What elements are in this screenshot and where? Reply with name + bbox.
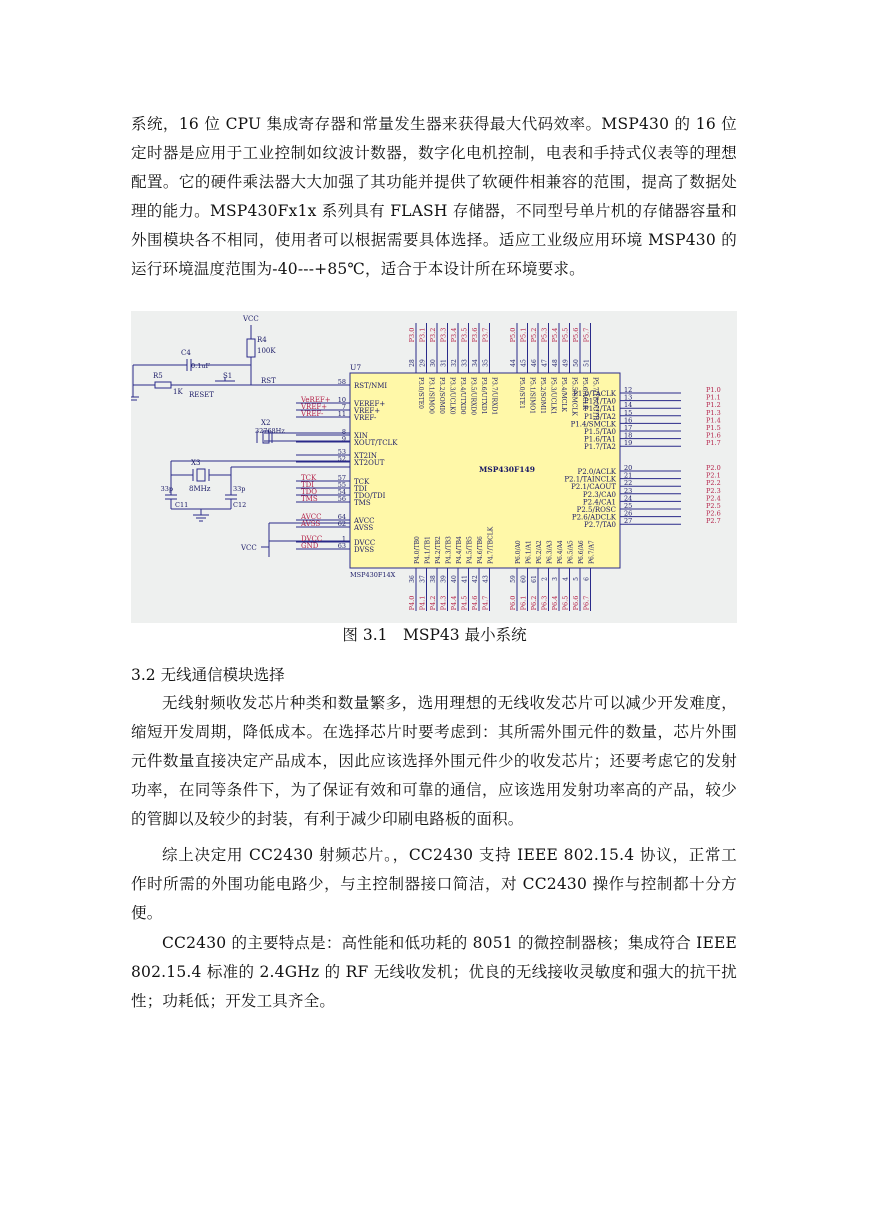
bottom-net-label: P4.6 <box>471 595 479 611</box>
schematic-figure <box>131 311 737 623</box>
bottom-pin-number: 39 <box>440 575 448 583</box>
figure-caption: 图 3.1 MSP43 最小系统 <box>342 626 527 644</box>
left-pin-label: AVCC <box>354 517 375 525</box>
intro-paragraph: 系统，16 位 CPU 集成寄存器和常量发生器来获得最大代码效率。MSP430 的 16 位定时器是应用于工业控制如纹波计数器，数字化电机控制，电表和手持式仪表等的理想配置。它的硬件乘法器大大加强了其功能并提供了软硬件相兼容的范围，提高了数据处理的能力。MSP430Fx1x 系列具有 FLASH 存储器，不同型号单片机的存储器容量和外围模块各不相同，使用者可以根据需要具体选择。适应工业级应用环境 MSP430 的运行环境温度范围为-40---+85℃，适合于本设计所在环境要求。 <box>131 115 737 278</box>
top-net-label: P3.0 <box>408 327 416 343</box>
bottom-net-label: P4.1 <box>418 595 427 611</box>
right-pin-label: P2.3/CA0 <box>582 490 616 499</box>
right-pin-number: 20 <box>624 464 633 472</box>
top-net-label: P5.3 <box>540 327 549 343</box>
left-pin-label: DVSS <box>354 546 375 554</box>
top-net-label: P3.1 <box>418 327 427 343</box>
left-net-label: VREF- <box>301 410 324 418</box>
bottom-pin-number: 59 <box>510 575 517 583</box>
top-pin-number: 29 <box>419 359 427 367</box>
paragraph-rf-selection: 无线射频收发芯片种类和数量繁多，选用理想的无线收发芯片可以减少开发难度，缩短开发周期，降低成本。在选择芯片时要考虑到：其所需外围元件的数量，芯片外围元件数量直接决定产品成本，因此应该选择外围元件少的收发芯片；还要考虑它的发射功率，在同等条件下，为了保证有效和可靠的通信，应该选用发射功率高的产品，较少的管脚以及较少的封装，有利于减少印刷电路板的面积。 <box>131 694 737 828</box>
bottom-net-label: P6.1 <box>519 595 528 611</box>
bottom-pin-label: P4.6/TB6 <box>477 536 484 564</box>
right-pin-label: P1.1/TA0 <box>584 397 616 406</box>
right-pin-number: 26 <box>624 509 633 518</box>
bottom-net-label: P4.7 <box>481 595 490 611</box>
top-pin-number: 35 <box>482 359 490 367</box>
left-pin-number: 10 <box>337 396 346 404</box>
right-pin-label: P1.0/TACLK <box>573 390 616 398</box>
bottom-pin-label: P4.2/TB2 <box>435 536 442 564</box>
bottom-pin-label: P6.0/A0 <box>515 540 522 564</box>
bottom-net-label: P6.3 <box>540 595 549 611</box>
left-pin-number: 54 <box>337 488 346 496</box>
c12-value: 33p <box>233 485 246 493</box>
bottom-net-label: P6.0 <box>509 595 517 611</box>
bottom-net-label: P4.3 <box>439 595 448 611</box>
top-pin-label: P3.0/STE0 <box>417 377 424 409</box>
left-net-label: AVCC <box>301 513 322 521</box>
top-pin-label: P5.7/TBOUTH <box>591 377 599 421</box>
bottom-net-label: P6.4 <box>551 595 559 611</box>
top-pin-label: P5.3/UCLK1 <box>549 377 557 415</box>
top-pin-number: 28 <box>409 359 416 367</box>
bottom-pin-number: 37 <box>419 575 427 583</box>
top-pin-label: P5.2/SOMI1 <box>539 377 546 414</box>
right-pin-label: P2.7/TA0 <box>584 521 616 530</box>
c11-label: C11 <box>175 501 189 509</box>
bottom-pin-number: 6 <box>583 577 591 581</box>
left-pin-label: TCK <box>354 478 370 486</box>
top-net-label: P3.2 <box>429 327 437 343</box>
right-net-label: P1.4 <box>706 416 721 425</box>
top-pin-label: P3.3/UCLK0 <box>448 377 456 415</box>
top-pin-number: 32 <box>451 359 458 367</box>
bottom-pin-label: P4.4/TB4 <box>456 536 463 564</box>
left-pin-label: XT2IN <box>354 452 377 460</box>
left-pin-label: TDI <box>354 485 368 493</box>
right-pin-number: 23 <box>624 486 633 495</box>
left-net-label: TDO <box>301 488 318 496</box>
left-net-label: VREF+ <box>301 403 328 411</box>
top-net-label: P3.7 <box>481 327 490 343</box>
bottom-pin-number: 36 <box>409 575 416 583</box>
bottom-net-label: P6.2 <box>530 595 538 611</box>
r4-value: 100K <box>257 347 276 355</box>
right-net-label: P2.2 <box>706 479 721 488</box>
right-pin-label: P1.7/TA2 <box>584 443 616 452</box>
bottom-pin-number: 42 <box>472 575 479 583</box>
top-net-label: P3.3 <box>439 327 448 343</box>
right-net-label: P1.0 <box>706 386 721 394</box>
right-pin-label: P1.4/SMCLK <box>570 420 616 429</box>
bottom-pin-number: 60 <box>520 575 528 583</box>
right-pin-number: 25 <box>624 502 633 510</box>
bottom-pin-number: 4 <box>562 577 570 581</box>
bottom-pin-label: P6.4/A4 <box>557 540 564 564</box>
left-pin-number: 58 <box>337 378 346 386</box>
right-pin-number: 13 <box>624 393 633 402</box>
left-pin-number: 64 <box>337 513 346 521</box>
c11-value: 33p <box>160 485 173 493</box>
bottom-pin-label: P4.0/TB0 <box>414 536 421 564</box>
left-pin-number: 57 <box>337 474 346 482</box>
top-pin-label: P3.6/UTXD1 <box>480 377 487 415</box>
bottom-net-label: P4.4 <box>450 595 458 611</box>
top-net-label: P3.5 <box>460 327 469 343</box>
left-net-label: TDI <box>301 481 315 489</box>
right-pin-label: P2.6/ADCLK <box>571 513 616 522</box>
top-pin-label: P5.4/MCLK <box>560 377 567 412</box>
right-pin-number: 22 <box>624 479 633 488</box>
right-net-label: P2.6 <box>706 509 721 518</box>
left-net-label: TMS <box>301 495 318 503</box>
x2-value: 32768Hz <box>255 427 285 435</box>
r5-label: R5 <box>153 372 163 380</box>
right-pin-number: 27 <box>624 517 633 526</box>
bottom-net-label: P6.6 <box>572 595 580 611</box>
right-pin-number: 17 <box>624 424 633 432</box>
s1-label: S1 <box>223 372 233 380</box>
left-pin-number: 7 <box>341 403 346 411</box>
bottom-pin-number: 38 <box>430 575 437 583</box>
chip-name: MSP430F149 <box>479 465 535 474</box>
top-pin-number: 33 <box>461 359 469 367</box>
right-net-label: P2.3 <box>706 486 721 495</box>
right-net-label: P2.1 <box>706 471 721 480</box>
top-pin-label: P3.7/URXD1 <box>490 377 498 416</box>
bottom-net-label: P4.0 <box>408 595 416 611</box>
left-pin-number: 11 <box>337 410 346 418</box>
left-pin-label: AVSS <box>354 524 374 532</box>
right-pin-number: 24 <box>624 494 633 503</box>
bottom-net-label: P4.2 <box>429 595 437 611</box>
right-pin-number: 16 <box>624 416 633 425</box>
left-pin-label: DVCC <box>354 539 376 547</box>
top-pin-number: 34 <box>472 359 479 367</box>
left-pin-label: TDO/TDI <box>354 492 386 500</box>
left-net-label: VeREF+ <box>301 396 331 404</box>
bottom-pin-label: P6.6/A6 <box>578 540 585 564</box>
left-pin-number: 63 <box>337 542 346 550</box>
right-pin-label: P2.1/TAINCLK <box>564 475 616 484</box>
left-pin-label: VREF- <box>354 414 377 422</box>
bottom-pin-number: 3 <box>552 577 559 581</box>
bottom-pin-label: P4.5/TB5 <box>466 536 474 564</box>
right-pin-label: P1.3/TA2 <box>584 412 616 421</box>
left-pin-number: 56 <box>337 495 346 503</box>
bottom-pin-number: 5 <box>573 577 580 581</box>
top-pin-number: 50 <box>573 359 580 367</box>
vcc-left-label: VCC <box>241 544 257 552</box>
top-pin-label: P3.4/UTXD0 <box>459 377 466 415</box>
right-pin-label: P1.5/TA0 <box>584 428 616 436</box>
bottom-net-label: P4.5 <box>460 595 469 611</box>
vcc-label: VCC <box>243 315 259 323</box>
section-heading: 3.2 无线通信模块选择 <box>131 666 285 684</box>
left-net-label: AVSS <box>301 520 321 528</box>
paragraph-cc2430-choice: 综上决定用 CC2430 射频芯片。，CC2430 支持 IEEE 802.15.4 协议，正常工作时所需的外围功能电路少，与主控制器接口简洁，对 CC2430 操作与控制都十分方便。 <box>131 846 737 922</box>
bottom-pin-label: P4.7/TBCLK <box>487 526 495 564</box>
top-pin-number: 31 <box>440 359 448 367</box>
top-pin-number: 48 <box>552 359 559 367</box>
bottom-pin-label: P6.3/A3 <box>546 540 554 564</box>
right-net-label: P1.2 <box>706 401 721 410</box>
x3-value: 8MHz <box>189 485 211 493</box>
right-pin-number: 14 <box>624 401 633 410</box>
top-net-label: P3.6 <box>471 327 479 343</box>
top-pin-label: P5.1/SIMO1 <box>528 377 536 414</box>
x2-label: X2 <box>261 419 271 427</box>
bottom-pin-label: P6.1/A1 <box>525 540 533 564</box>
top-net-label: P5.4 <box>551 327 559 343</box>
top-net-label: P5.7 <box>582 327 591 343</box>
left-pin-number: 1 <box>341 535 346 543</box>
top-pin-label: P3.5/URXD0 <box>469 377 477 416</box>
bottom-pin-number: 61 <box>531 575 538 583</box>
bottom-net-label: P6.5 <box>561 595 570 611</box>
msp430-schematic <box>131 311 737 623</box>
right-net-label: P1.6 <box>706 431 721 440</box>
c12-label: C12 <box>233 501 247 509</box>
chip-footer: MSP430F14X <box>350 571 396 579</box>
top-pin-label: P5.6/ACLK <box>581 377 588 410</box>
bottom-pin-number: 43 <box>482 575 490 583</box>
right-pin-number: 21 <box>624 471 633 480</box>
top-net-label: P5.5 <box>561 327 570 343</box>
top-pin-label: P3.2/SOMI0 <box>438 377 445 414</box>
left-pin-label: TMS <box>354 499 371 507</box>
top-net-label: P5.2 <box>530 327 538 343</box>
top-pin-number: 46 <box>531 359 538 367</box>
top-pin-number: 51 <box>583 359 591 367</box>
bottom-pin-number: 41 <box>461 575 469 583</box>
right-pin-label: P2.4/CA1 <box>582 498 616 507</box>
left-net-label: DVCC <box>301 535 323 543</box>
r5-value: 1K <box>173 388 183 396</box>
top-pin-number: 47 <box>541 359 549 367</box>
left-pin-number: 9 <box>341 435 346 443</box>
top-net-label: P5.0 <box>509 327 517 343</box>
rst-label: RST <box>261 377 276 385</box>
bottom-pin-number: 40 <box>451 575 458 583</box>
top-pin-number: 49 <box>562 359 570 367</box>
left-pin-label: XIN <box>354 432 368 440</box>
left-pin-label: VEREF+ <box>354 400 386 408</box>
right-net-label: P2.4 <box>706 494 721 503</box>
top-net-label: P5.6 <box>572 327 580 343</box>
left-pin-label: XOUT/TCLK <box>354 439 398 447</box>
left-pin-number: 55 <box>337 481 346 489</box>
top-net-label: P3.4 <box>450 327 458 343</box>
top-pin-number: 45 <box>520 359 528 367</box>
left-pin-label: XT2OUT <box>354 459 385 467</box>
right-pin-number: 12 <box>624 386 633 394</box>
top-pin-label: P5.5/SMCLK <box>570 377 578 416</box>
right-pin-number: 18 <box>624 431 633 440</box>
right-net-label: P2.7 <box>706 517 721 526</box>
bottom-pin-label: P4.1/TB1 <box>424 536 432 564</box>
right-pin-label: P2.5/ROSC <box>576 506 616 514</box>
left-pin-label: RST/NMI <box>354 382 388 390</box>
top-pin-number: 30 <box>430 359 437 367</box>
x3-label: X3 <box>191 459 201 467</box>
reset-label: RESET <box>189 391 214 399</box>
right-net-label: P2.0 <box>706 464 721 472</box>
left-pin-label: VREF+ <box>354 407 381 415</box>
left-pin-number: 62 <box>337 520 346 528</box>
right-net-label: P1.1 <box>706 393 721 402</box>
left-pin-number: 53 <box>337 448 346 456</box>
left-pin-number: 8 <box>341 428 346 436</box>
right-pin-number: 15 <box>624 408 633 417</box>
top-pin-label: P5.0/STE1 <box>518 377 525 409</box>
bottom-pin-label: P6.7/A7 <box>588 540 596 564</box>
right-pin-label: P2.1/CAOUT <box>571 483 616 492</box>
r4-label: R4 <box>257 336 267 344</box>
right-pin-label: P1.6/TA1 <box>584 435 616 444</box>
bottom-pin-label: P6.2/A2 <box>536 540 543 564</box>
left-net-label: GND <box>301 542 319 550</box>
bottom-pin-number: 2 <box>541 577 549 581</box>
left-net-label: TCK <box>301 474 317 482</box>
right-pin-label: P2.0/ACLK <box>577 468 616 476</box>
bottom-net-label: P6.7 <box>582 595 591 611</box>
c4-value: 0.1uF <box>191 362 211 370</box>
right-net-label: P1.3 <box>706 408 721 417</box>
paragraph-cc2430-features: CC2430 的主要特点是：高性能和低功耗的 8051 的微控制器核；集成符合 IEEE 802.15.4 标准的 2.4GHz 的 RF 无线收发机；优良的无线接收灵敏度和强大的抗干扰性；功耗低；开发工具齐全。 <box>131 934 737 1010</box>
bottom-pin-label: P6.5/A5 <box>567 540 575 564</box>
top-pin-label: P3.1/SIMO0 <box>427 377 435 414</box>
top-net-label: P5.1 <box>519 327 528 343</box>
right-pin-label: P1.2/TA1 <box>584 405 616 414</box>
right-net-label: P1.5 <box>706 424 721 432</box>
right-net-label: P2.5 <box>706 502 721 510</box>
chip-reference: U7 <box>350 363 362 372</box>
left-pin-number: 52 <box>337 455 346 463</box>
right-pin-number: 19 <box>624 439 633 448</box>
right-net-label: P1.7 <box>706 439 721 448</box>
c4-label: C4 <box>181 349 191 357</box>
bottom-pin-label: P4.3/TB3 <box>445 536 453 564</box>
top-pin-number: 44 <box>510 359 517 367</box>
